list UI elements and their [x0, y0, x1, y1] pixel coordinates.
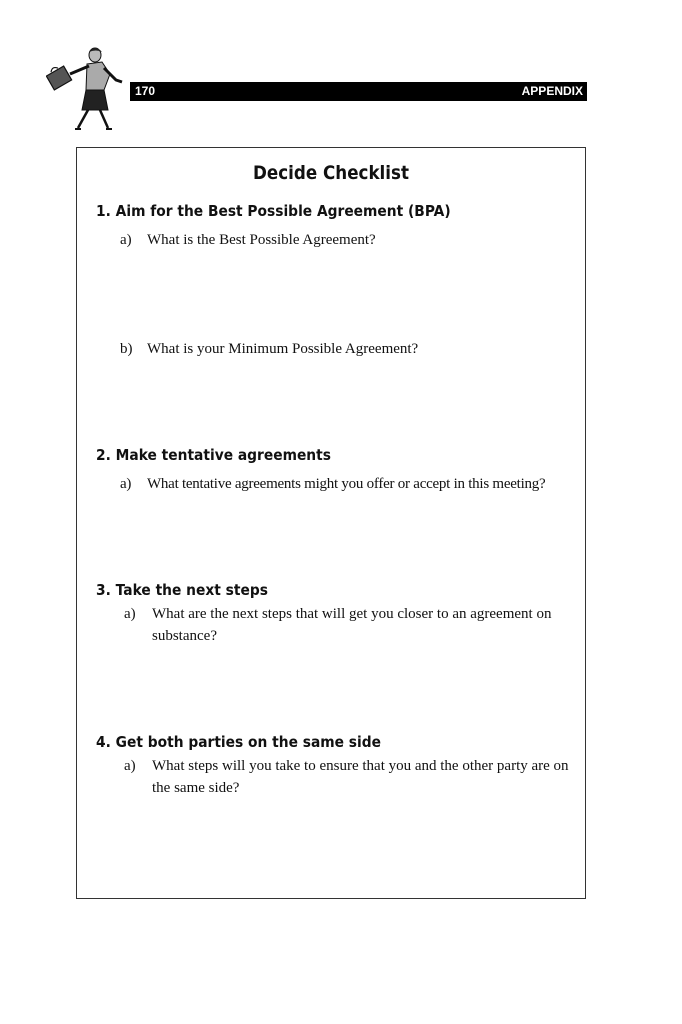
question-text: What is your Minimum Possible Agreement? — [147, 341, 419, 357]
question-text: What steps will you take to ensure that you and the other party are on the same side? — [152, 758, 569, 796]
section-label: APPENDIX — [521, 84, 583, 98]
section-title: Aim for the Best Possible Agreement (BPA) — [115, 202, 451, 220]
businesswoman-illustration — [46, 44, 126, 134]
checklist-box — [76, 147, 586, 899]
question-text: What is the Best Possible Agreement? — [147, 232, 376, 248]
section-number: 2. — [96, 446, 111, 464]
section-number: 3. — [96, 581, 111, 599]
checklist-title: Decide Checklist — [253, 162, 409, 184]
question-marker: a) — [124, 758, 136, 774]
question-marker: a) — [120, 232, 132, 248]
section-title: Get both parties on the same side — [115, 733, 381, 751]
question-text: What tentative agreements might you offer or accept in this meeting? — [147, 476, 546, 492]
section-heading-1 — [96, 202, 451, 220]
page-number: 170 — [135, 84, 156, 98]
section-number: 4. — [96, 733, 111, 751]
section-title: Take the next steps — [115, 581, 268, 599]
question-marker: a) — [120, 476, 132, 492]
section-number: 1. — [96, 202, 111, 220]
question-marker: b) — [120, 341, 133, 357]
question-marker: a) — [124, 606, 136, 622]
question-text: What are the next steps that will get you closer to an agreement on substance? — [152, 606, 552, 644]
section-title: Make tentative agreements — [115, 446, 331, 464]
running-header-bar — [130, 82, 587, 101]
section-heading-4 — [96, 733, 381, 751]
section-heading-3 — [96, 581, 268, 599]
section-heading-2 — [96, 446, 331, 464]
